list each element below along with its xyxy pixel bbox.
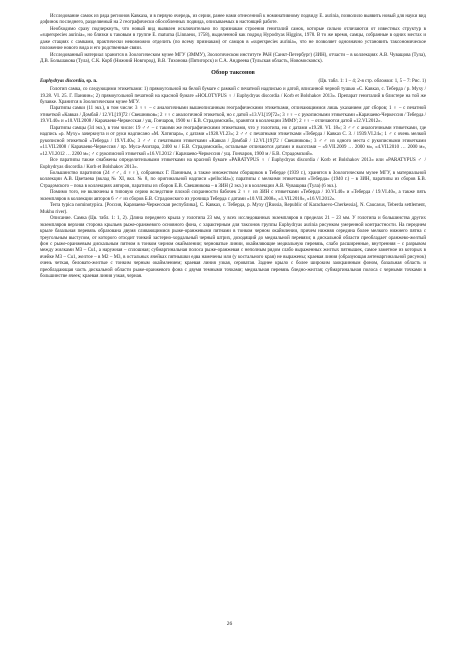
- taxon-status: sp. n.: [86, 78, 98, 84]
- intro-paragraph-1: Исследование самок из ряда регионов Кавказа, и в первую очередь, из серии, ранее нами отнесенной к номинативному подвиду E. aurinia, позволило выявить новый для науки вид дофинок последнего, разделяемый на 2 географически обособленных подвида, описываемых в настоящей работе.: [40, 14, 426, 26]
- holotype-paragraph: Голотип самка, со следующими этикетками: 1) прямоугольной на белой бумаге с рамкой с печатной надписью и датой, вписанной черной тушью «С. Кавказ, с. Теберда / р. Муху / 19.28. VI. 25. Г. Паниин»; 2) прямоугольной печатной на красной бумаге «HOLOTYPUS ♀ / Euphydryas discordia / Korb et Bolshakov 2013». Препарат гениталий в блистере на той же булавке. Хранится в Зоологическом музее МГУ.: [40, 87, 426, 105]
- intro-paragraph-3: Исследованный материал хранится в Зоологическом музее МГУ (ЗММУ), Зоологическом институте РАН (Санкт-Петербург) (ЗИН), отчасти – в коллекциях А.В. Чуващова (Тула), Д.В. Большакова (Тула), С.К. Корб (Нижний Новгород), В.В. Тихонова (Пятигорск) и С.А. Андреева (Тульская область, Новомосковск).: [40, 52, 426, 65]
- taxon-heading: [40, 79, 426, 85]
- paratype-labels-paragraph: Все паратипы также снабжены определительными этикетками на красной бумаге «PARATYPUS ♀ / Euphydryas discordia / Korb et Bolshakov 2013» или «PARATYPUS ♂ / Euphydryas discordia / Korb et Bolshakov 2013».: [40, 158, 426, 170]
- document-page: [40, 14, 426, 281]
- taxon-reference: (Цв. табл. 1: 1 – 4; 2-я стр. обложки: 1, 5 – 7: Рис. 1): [318, 78, 426, 84]
- excluded-specimens-paragraph: Помимо того, не включены в типовую серию вследствие плохой сохранности бабочек 2 ♀♀ из ЗИН с этикетками «Теберда / 10.VI.40» и «Теберда / 19.VI.40», а также пять экземпляров в коллекции авторов 6 ♂♂ из сборов Б.В. Страдомского из урочища Теберда с датами «10.VII.2008», «1.VII.2010», «16.VI.2012».: [40, 190, 426, 202]
- page-number: 26: [226, 621, 233, 627]
- section-title: Обзор таксонов: [211, 68, 255, 76]
- taxon-binomial: Euphydryas discordia: [40, 78, 84, 84]
- paratype-females-paragraph: Паратипы самки (11 экз.), в том числе: 3 ♀♀ – с аналогичными вышеописанным географическими этикетками, отличающимися лишь указанием дат сборов; 1 ♀ – с печатной этикеткой «Кавказ / Домбай / 12.VI.[19]72 / Свешников»; 2 ♀♀ с аналогичной этикеткой, но с датой «13.VI.[19]72»; 3 ♀♀ – с рукописными этикетками «Карачаево-Черкессия / Теберда / 19.VI.40» и «10.VII.2008 / Карачаево-Черкесская / ущ. Гончаров, 1900 м / Б.В. Страдомский», хранятся в коллекции ЗММУ; 2 ♀♀ – отличаются датой «12.VI.2012».: [40, 106, 426, 125]
- paratype-males-paragraph: Паратипы самцы (34 экз.), в том числе: 19 ♂♂ – с такими же географическими этикетками, что у голотипа, но с датами «19.28. VI. 18»; 3 ♂♂ с аналогичными этикетками, где надпись «р. Муху» зачеркнута и от руки надписано «М. Хатипара», с датами «1928.VI.23»; 2 ♂♂ с печатными этикетками «Теберда / Кавказ С. З. / 1939.VI.24»; 1 ♂ с очень мелкой рукописной этикеткой «Теберда / 19.VI.40»; 3 ♂♂ с печатными этикетками «Кавказ / Домбай / 12.VI.[19]72 / Свешников»; 3 ♂♂ из одного места с рукописными этикетками «11.VII.2008 / Карачаево-Черкессия / пр. Муса-Ачитара, 2400 м / Б.В. Страдомский», остальные отличаются датами и высотами – «9.VII.2009 … 2000 м», «4.VII.2010 … 2000 м», «12.VI.2012 … 2200 м»; ♂ с рукописной этикеткой «16.VI.2012 / Карачаево-Черкессия / ущ. Гончаров, 1900 м / Б.В. Страдомский».: [40, 125, 426, 157]
- paratype-storage-paragraph: Большинство паратипов (24 ♂♂, 4 ♀♀), собранных Г. Паниным, а также множеством сборщиков в Теберде (1939 г.), хранятся в Зоологическом музее МГУ, в материальной коллекции А.В. Цветаева (вклад № XI, вкл. № 8, по оригинальной надписи «pellucida»); паратипы с мелкими этикетками «Теберда» (1940 г.) – в ЗИН, паратипы из сборов Б.В. Страдомского – пока в коллекциях авторов, паратипы из сборов Е.В. Свешникова – в ЗИН (2 экз.) и в коллекции А.В. Чуващова (Тула) (6 экз.).: [40, 170, 426, 189]
- terra-typica-paragraph: Terra typica nominotypica. [Россия, Карачаево-Черкесская республика], С. Кавказ, с. Теберда, р. Муху ([Russia, Republic of Karachaevo-Cherkessia], N. Caucasus, Teberda settlement, Mukhu river).: [40, 203, 426, 215]
- taxon-name: Euphydryas discordia, sp. n.: [40, 78, 98, 84]
- description-paragraph: Описание. Самка (Цв. табл. 1: 1, 2). Длина переднего крыла у голотипа 23 мм, у всех исследованных экземпляров в пределах 21 – 23 мм. У голотипа и большинства других экземпляров верхняя сторона крыльев рыже-оранжевого основного фона, с характерным для таксонов группы Euphydryas aurinia рисунком умеренной контрастности. На переднем крыле базальная перевязь образована двумя сливающимися рыже-оранжевыми пятнами в тонком черном окаймлении, причем нижняя середина более мелкого нижнего пятна с треугольным выступом, от которого отходит тонкий застерно-хордальный черный штрих, доходящий до медиальной перевязи; в дискальной области преобладает оранжево-желтый фон с рыже-оранжевым дискальным пятном в тонком черном окаймлении; черноватые линии, окаймляющие медиальную перевязь, слабо расширенные, внутренняя – с разрывом между жилками М3 – Cu1, а наружная – сплошная; субмаргинальная полоса рыже-оранжевая с неполным рядом слабо выраженных желтых пятнышек, самое заметное из которых в ячейке М3 – Cu1, желтое – в М2 – М3, в остальных ячейках пятнышки едва намечены или (у костального края) не выражены; краевая линия (образующая антемаргинальной рисунок) очень четкая, беловато-желтые с тонким черным окаймлением; краевая линия узкая, сероватая. Заднее крыло с более широким заокраинным фоном, базальная область и преобладающая часть дискальной области рыже-оранжевого фона с двумя темными точками; медиальная перевязь бледно-желтая; субмаргинальная полоса с черными точками в большинстве ячеек; краевая линия узкая, черная.: [40, 216, 426, 280]
- intro-paragraph-2: Необходимо сразу подчеркнуть, что новый вид выявлен исключительно по признакам строения гениталий самок, которые сильно отличаются от известных структур в «superspecies aurinia», но близки к таковым в группе E. maturna (Linnaeus, 1758), выделенной как подрод Hypodryas Higgins, 1978. В то же время, самцы, собранные в одних местах и даже стациях с самками, практически невозможно отделить (по всему признакам) от самцов в «superspecies aurinia», что не позволяет однозначно установить таксономическое положение нового вида и его родственные связи.: [40, 26, 426, 52]
